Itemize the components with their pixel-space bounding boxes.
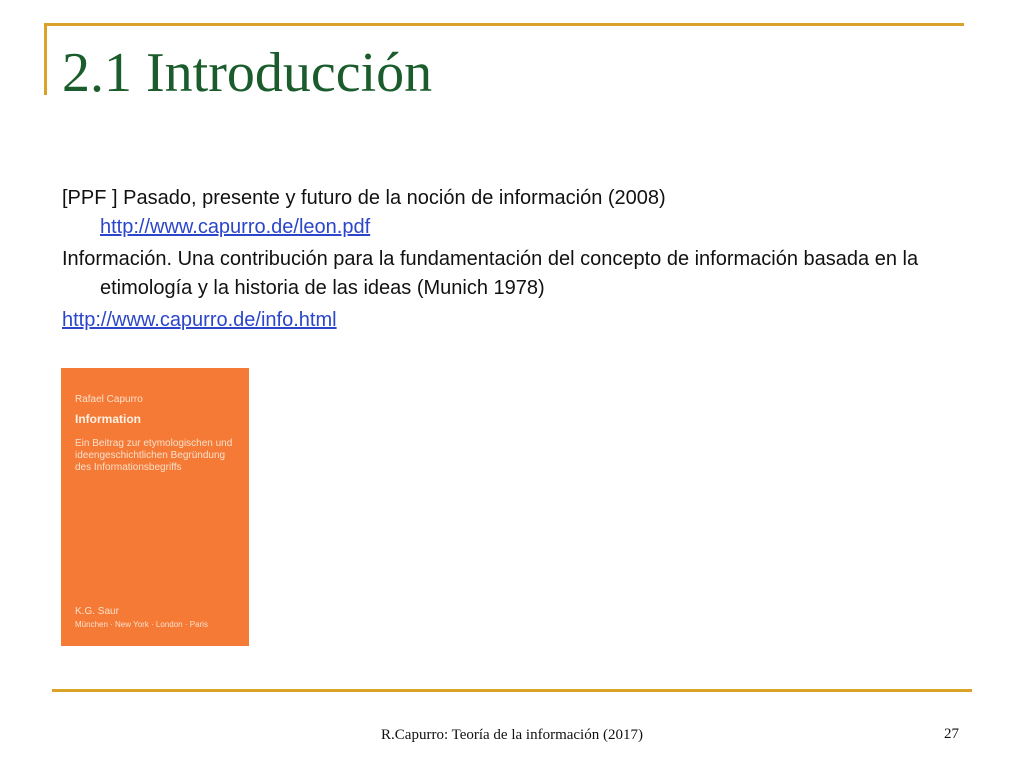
- reference-item: [62, 245, 942, 303]
- page-number: 27: [944, 726, 959, 742]
- book-author: Rafael Capurro: [75, 394, 143, 405]
- info-html-link[interactable]: http://www.capurro.de/info.html: [62, 309, 337, 331]
- reference-text: [PPF ] Pasado, presente y futuro de la noción de información (2008): [62, 187, 666, 209]
- book-cover-image: [61, 368, 249, 646]
- title-frame-top: [44, 23, 964, 26]
- leon-pdf-link[interactable]: http://www.capurro.de/leon.pdf: [100, 216, 371, 238]
- footer-rule: [52, 689, 972, 692]
- book-title: Information: [75, 412, 141, 426]
- reference-item: [62, 306, 942, 335]
- slide-title: 2.1 Introducción: [62, 42, 433, 104]
- slide-content: [62, 184, 942, 335]
- book-subtitle: Ein Beitrag zur etymologischen und ideengeschichtlichen Begründung des Informationsbegriffs: [75, 438, 233, 473]
- footer-text: R.Capurro: Teoría de la información (2017): [381, 727, 643, 743]
- book-publisher: K.G. Saur: [75, 606, 119, 617]
- reference-item: [62, 184, 942, 242]
- title-frame-left: [44, 23, 47, 95]
- book-cities: München · New York · London · Paris: [75, 620, 208, 629]
- reference-text: Información. Una contribución para la fundamentación del concepto de información basada en la etimología y la historia de las ideas (Munich 1978): [62, 248, 919, 299]
